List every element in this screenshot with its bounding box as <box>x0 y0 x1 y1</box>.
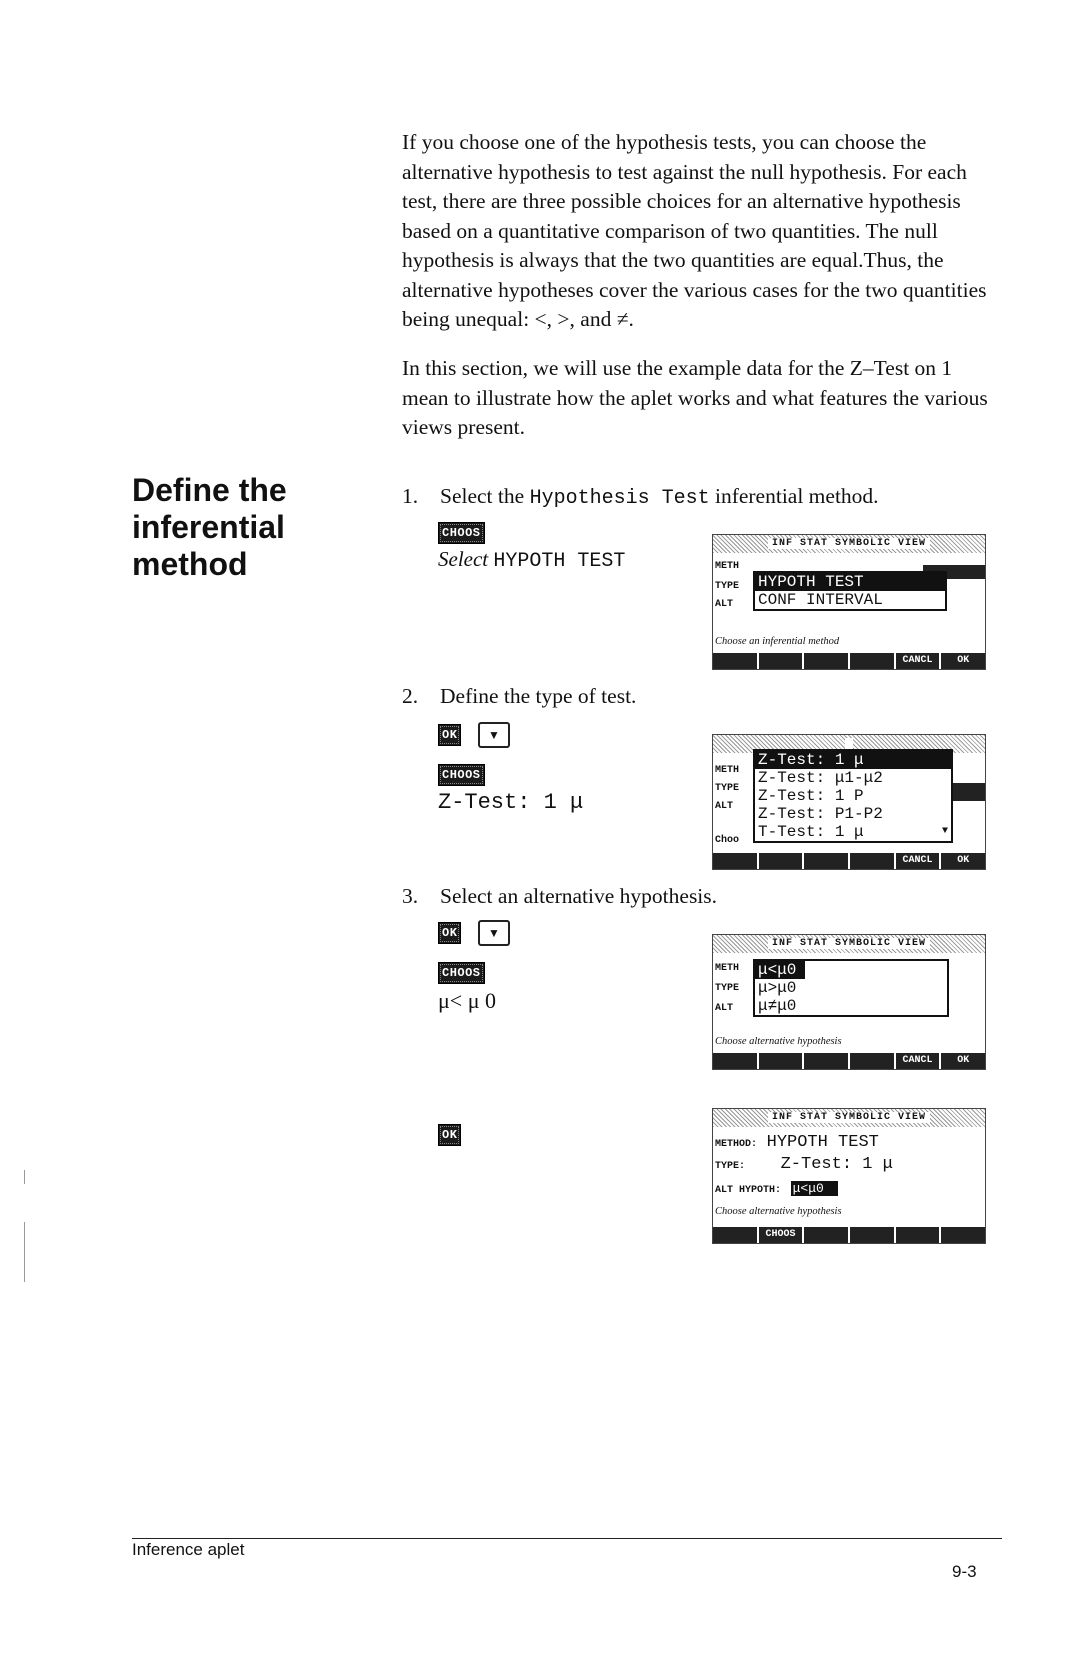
step-3-instruction: μ< μ 0 <box>438 988 496 1013</box>
margin-mark <box>24 1222 25 1282</box>
step-2-text: Define the type of test. <box>440 684 637 708</box>
screen-label-type: TYPE <box>715 783 740 794</box>
screen-titlebar: INF STAT SYMBOLIC VIEW <box>713 1109 985 1127</box>
screen-titlebar: INF STAT SYMBOLIC VIEW <box>713 935 985 953</box>
cancel-softkey[interactable]: CANCL <box>896 853 940 869</box>
step-1-instruction <box>438 546 625 575</box>
step-3-number: 3. <box>402 884 419 908</box>
cancel-softkey[interactable]: CANCL <box>896 1053 940 1069</box>
screen-hint: Choose an inferential method <box>715 636 840 647</box>
popup-option[interactable]: Z-Test: 1 μ <box>755 751 951 769</box>
screen-label-choo: Choo <box>715 835 740 846</box>
step-3-text: Select an alternative hypothesis. <box>440 884 718 908</box>
type-label: TYPE: <box>715 1161 746 1172</box>
screen-titlebar: INF STAT SYMBOLIC VIEW <box>713 535 985 553</box>
calculator-screen-method <box>712 534 986 670</box>
ok-softkey[interactable]: OK <box>941 853 985 869</box>
softkey-bar <box>713 853 985 869</box>
ok-key[interactable]: OK <box>438 1124 461 1146</box>
alt-hypoth-row <box>715 1179 838 1197</box>
popup-option-greater-than[interactable]: μ>μ0 <box>758 979 797 997</box>
method-popup[interactable] <box>753 571 947 611</box>
intro-paragraph-2: In this section, we will use the example data for the Z–Test on 1 mean to illustrate how the aplet works and what features the various views present. <box>402 356 988 439</box>
down-arrow-key[interactable]: ▼ <box>478 920 510 946</box>
step-1-text-after: inferential method. <box>709 484 879 508</box>
screen-hint: Choose alternative hypothesis <box>715 1036 842 1047</box>
choos-key[interactable]: CHOOS <box>438 764 485 786</box>
alt-hypothesis-popup[interactable] <box>753 959 949 1017</box>
screen-label-meth: METH <box>715 561 740 572</box>
choos-softkey[interactable]: CHOOS <box>759 1227 803 1243</box>
test-type-popup[interactable] <box>753 749 953 843</box>
screen-label-type: TYPE <box>715 983 740 994</box>
method-row <box>715 1133 879 1152</box>
ok-key[interactable]: OK <box>438 724 461 746</box>
popup-option[interactable]: Z-Test: μ1-μ2 <box>758 769 883 787</box>
popup-option[interactable]: Z-Test: 1 P <box>758 787 864 805</box>
popup-option[interactable]: T-Test: 1 μ ▼ <box>758 823 948 841</box>
screen-label-alt: ALT <box>715 1003 734 1014</box>
method-value[interactable]: HYPOTH TEST <box>766 1133 879 1152</box>
softkey-bar <box>713 1053 985 1069</box>
popup-option-less-than[interactable]: μ<μ0 <box>755 961 805 979</box>
method-label: METHOD: <box>715 1139 758 1150</box>
step-1-number: 1. <box>402 484 419 508</box>
highlight-field <box>951 783 985 801</box>
step-2-number: 2. <box>402 684 419 708</box>
section-heading: Define the inferential method <box>132 472 287 582</box>
step-1 <box>402 482 879 513</box>
softkey-bar <box>713 1227 985 1243</box>
step-3 <box>402 882 717 910</box>
choos-key[interactable]: CHOOS <box>438 962 485 984</box>
footer-rule <box>132 1538 1002 1539</box>
popup-option-conf-interval[interactable]: CONF INTERVAL <box>758 591 883 609</box>
alt-hypoth-label: ALT HYPOTH: <box>715 1185 782 1196</box>
type-value[interactable]: Z-Test: 1 μ <box>780 1155 893 1174</box>
cancel-softkey[interactable]: CANCL <box>896 653 940 669</box>
screen-label-meth: METH <box>715 963 740 974</box>
ok-softkey[interactable]: OK <box>941 653 985 669</box>
page-number: 9-3 <box>952 1562 977 1581</box>
step-2-instruction: Z-Test: 1 μ <box>438 790 584 815</box>
popup-option[interactable]: Z-Test: P1-P2 <box>758 805 883 823</box>
screen-label-alt: ALT <box>715 599 734 610</box>
popup-option-not-equal[interactable]: μ≠μ0 <box>758 997 797 1015</box>
scroll-down-icon: ▼ <box>941 826 948 837</box>
margin-mark <box>24 1170 25 1184</box>
softkey-bar <box>713 653 985 669</box>
step-1-text-before: Select the <box>440 484 530 508</box>
calculator-screen-test-type <box>712 734 986 870</box>
screen-label-alt: ALT <box>715 801 734 812</box>
alt-hypoth-value[interactable]: μ<μ0 <box>791 1181 838 1196</box>
screen-label-type: TYPE <box>715 581 740 592</box>
intro-paragraph-1: If you choose one of the hypothesis tests, you can choose the alternative hypothesis to test against the null hypothesis. For each test, there are three possible choices for an alternative hypothesis based on a quantitative comparison of two quantities. The null hypothesis is always that the two quantities are equal.Thus, the alternative hypotheses cover the various cases for the two quantities being unequal: <, >, and ≠. <box>402 130 987 331</box>
footer-chapter-title: Inference aplet <box>132 1540 245 1559</box>
screen-hint: Choose alternative hypothesis <box>715 1206 842 1217</box>
down-arrow-key[interactable]: ▼ <box>478 722 510 748</box>
screen-label-meth: METH <box>715 765 740 776</box>
ok-softkey[interactable]: OK <box>941 1053 985 1069</box>
step-2 <box>402 682 636 710</box>
step-1-code: Hypothesis Test <box>529 487 710 510</box>
calculator-screen-symbolic-view <box>712 1108 986 1244</box>
choos-key[interactable]: CHOOS <box>438 522 485 544</box>
popup-option-hypoth-test[interactable]: HYPOTH TEST <box>755 573 945 591</box>
ok-key[interactable]: OK <box>438 922 461 944</box>
type-row <box>715 1155 893 1174</box>
step-1-instruction-value: HYPOTH TEST <box>493 550 626 573</box>
step-1-instruction-verb: Select <box>438 547 489 571</box>
calculator-screen-alt-hypothesis <box>712 934 986 1070</box>
